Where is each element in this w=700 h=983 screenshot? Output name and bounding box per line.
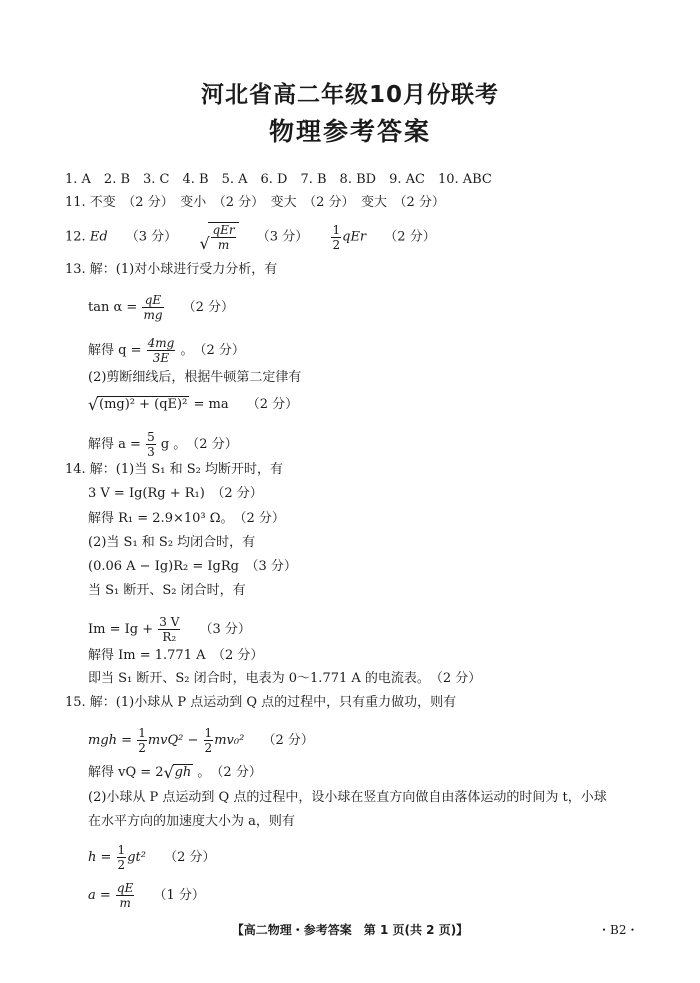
q14-part2: (2)当 S₁ 和 S₂ 均闭合时，有 bbox=[88, 535, 256, 550]
q12-frac3: $\frac{1}{2}$ bbox=[332, 222, 341, 252]
exam-title: 河北省高二年级10月份联考 bbox=[200, 82, 499, 108]
q13-res1: 解得 q = $\frac{4mg}{3E}$ 。 （2 分） bbox=[88, 336, 245, 365]
q13-res2: 解得 a = $\frac{5}{3}$ g 。 （2 分） bbox=[88, 430, 238, 459]
q13-eq1: tan α = $\frac{qE}{mg}$ （2 分） bbox=[88, 293, 235, 322]
q14-intro: 14. 解：(1)当 S₁ 和 S₂ 均断开时，有 bbox=[65, 462, 283, 477]
q15-intro: 15. 解：(1)小球从 P 点运动到 Q 点的过程中，只有重力做功，则有 bbox=[65, 695, 457, 710]
q12-label: 12. bbox=[65, 229, 86, 245]
doc-title: 物理参考答案 bbox=[268, 117, 431, 146]
q13-intro: 13. 解：(1)对小球进行受力分析，有 bbox=[65, 262, 278, 277]
q12-sqrt: √ $\frac{\text{qEr}}{m}$ bbox=[199, 222, 238, 252]
q14-eq3: Im = Ig + $\frac{3 V}{\text{R₂}}$ （3 分） bbox=[88, 615, 251, 644]
q12-ans1: Ed bbox=[89, 229, 108, 245]
q15-eq2: h = $\frac{1}{2}$ gt² （2 分） bbox=[88, 843, 216, 872]
q12-score2: （3 分） bbox=[256, 229, 309, 245]
q12-ans3-tail: qEr bbox=[342, 229, 367, 245]
q14-conclusion: 即当 S₁ 断开、S₂ 闭合时，电表为 0～1.771 A 的电流表。 （2 分） bbox=[88, 671, 482, 686]
q14-eq2: (0.06 A − Ig)R₂ = IgRg （3 分） bbox=[88, 559, 297, 574]
q15-part2-line1: (2)小球从 P 点运动到 Q 点的过程中，设小球在竖直方向做自由落体运动的时间为 t，小球 bbox=[88, 790, 607, 805]
page-footer: 【高二物理・参考答案 第 1 页(共 2 页)】 bbox=[231, 923, 469, 937]
q15-part2-line2: 在水平方向的加速度大小为 a，则有 bbox=[88, 814, 295, 829]
q14-part3: 当 S₁ 断开、S₂ 闭合时，有 bbox=[88, 583, 246, 598]
q14-res1: 解得 R₁ = 2.9×10³ Ω。 （2 分） bbox=[88, 511, 285, 526]
q15-eq1: mgh = $\frac{1}{2}$ mvQ² − $\frac{1}{2}$ mv₀² （2 分） bbox=[88, 726, 314, 755]
q15-res1: 解得 vQ = 2 √ gh 。 （2 分） bbox=[88, 763, 262, 782]
q13-eq2: √ (mg)² + (qE)² = ma （2 分） bbox=[88, 395, 299, 414]
answer-12 bbox=[65, 222, 436, 252]
q12-score3: （2 分） bbox=[384, 229, 436, 245]
answers-1-10: 1. A 2. B 3. C 4. B 5. A 6. D 7. B 8. BD 9. AC 10. ABC bbox=[65, 172, 492, 187]
page-code: ・B2・ bbox=[598, 923, 639, 937]
q13-part2: (2)剪断细线后，根据牛顿第二定律有 bbox=[88, 370, 302, 385]
q14-res3: 解得 Im = 1.771 A （2 分） bbox=[88, 648, 264, 663]
q12-ans2-num: qEr bbox=[212, 223, 235, 237]
q14-eq1: 3 V = Ig(Rg + R₁) （2 分） bbox=[88, 486, 263, 501]
q12-ans2-den: m bbox=[217, 238, 230, 252]
q15-eq3: a = $\frac{qE}{m}$ （1 分） bbox=[88, 881, 205, 910]
answer-11: 11. 不变 （2 分） 变小 （2 分） 变大 （2 分） 变大 （2 分） bbox=[65, 195, 445, 210]
q12-score1: （3 分） bbox=[125, 229, 178, 245]
